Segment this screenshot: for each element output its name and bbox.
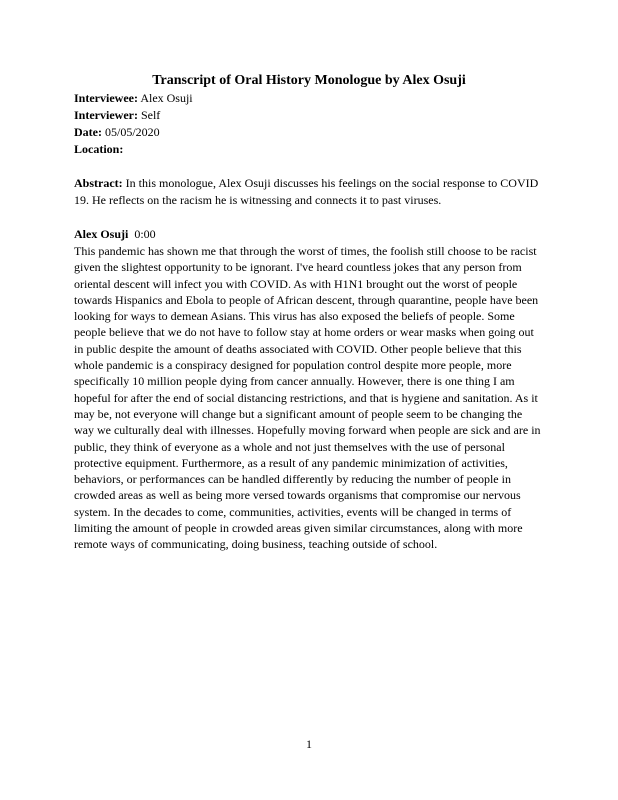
document-page: [74, 72, 544, 553]
abstract-paragraph: [74, 175, 544, 209]
document-title: Transcript of Oral History Monologue by Alex Osuji: [152, 73, 466, 88]
location-label: Location:: [74, 142, 124, 156]
interviewee-value: Alex Osuji: [140, 91, 193, 105]
date-label: Date:: [74, 125, 102, 139]
abstract-label: Abstract:: [74, 176, 123, 190]
date-value: 05/05/2020: [104, 125, 160, 139]
speaker-heading: [74, 226, 544, 243]
location-line: [74, 141, 544, 158]
speaker-timestamp: 0:00: [134, 227, 156, 241]
interviewer-label: Interviewer:: [74, 108, 138, 122]
page-number: 1: [306, 737, 312, 751]
abstract-text: In this monologue, Alex Osuji discusses his feelings on the social response to COVID 19. He reflects on the racism he is witnessing and connects it to past viruses.: [74, 176, 539, 207]
interviewee-line: [74, 90, 544, 107]
interviewee-label: Interviewee:: [74, 91, 138, 105]
interviewer-line: [74, 107, 544, 124]
interviewer-value: Self: [140, 108, 161, 122]
transcript-body: This pandemic has shown me that through the worst of times, the foolish still choose to be racist given the slightest opportunity to be ignorant. I've heard countless jokes that any person from oriental descent will infect you with COVID. As with H1N1 brought out the worst of people towards Hispanics and Ebola to people of African descent, through quarantine, people have been looking for ways to demean Asians. This virus has also exposed the beliefs of people. Some people believe that we do not have to follow stay at home orders or wear masks when going out in public despite the amount of deaths associated with COVID. Other people believe that this whole pandemic is a conspiracy designed for population control despite more people, more specifically 10 million people dying from cancer annually. However, there is one thing I am hopeful for after the end of social distancing restrictions, and that is hygiene and sanitation. As it may be, not everyone will change but a significant amount of people seem to be changing the way we culturally deal with illnesses. Hopefully moving forward when people are sick and are in public, they think of everyone as a whole and not just themselves with the use of personal protective equipment. Furthermore, as a result of any pandemic minimization of activities, behaviors, or performances can be handled differently by reducing the number of people in crowded areas as well as being more versed towards organisms that compromise our nervous system. In the decades to come, communities, activities, events will be changed in terms of limiting the amount of people in crowded areas given similar circumstances, along with more remote ways of communicating, doing business, teaching outside of school.: [74, 244, 541, 552]
date-line: [74, 124, 544, 141]
speaker-name: Alex Osuji: [74, 227, 129, 241]
